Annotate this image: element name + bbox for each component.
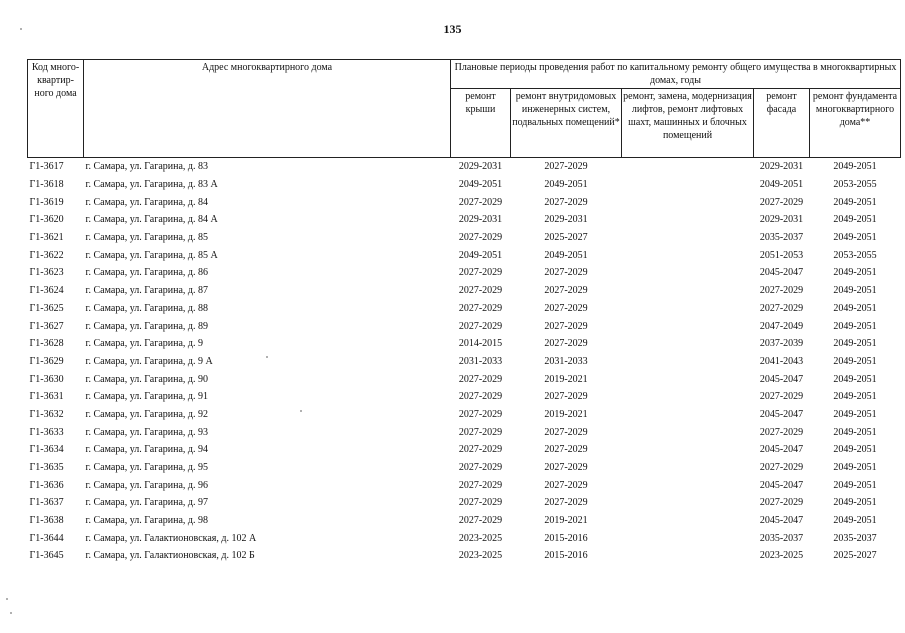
- cell-facade: 2049-2051: [759, 179, 804, 191]
- page-number: 135: [443, 22, 462, 36]
- cell-engineering: 2015-2016: [544, 550, 588, 562]
- cell-foundation: 2049-2051: [833, 267, 877, 279]
- cell-facade: 2029-2031: [759, 214, 804, 226]
- cell-engineering: 2027-2029: [544, 497, 588, 509]
- table-row: [28, 317, 901, 335]
- cell-facade: 2045-2047: [759, 373, 804, 385]
- cell-facade: 2027-2029: [759, 497, 804, 509]
- cell-code: Г1-3629: [29, 355, 64, 367]
- table-row: [28, 494, 901, 512]
- cell-engineering: 2049-2051: [544, 179, 588, 191]
- cell-engineering: 2027-2029: [544, 320, 588, 332]
- cell-foundation: 2049-2051: [833, 355, 877, 367]
- cell-code: Г1-3631: [29, 391, 64, 403]
- cell-facade: 2027-2029: [759, 426, 804, 438]
- table-row: [28, 335, 901, 353]
- cell-lifts: [622, 529, 754, 547]
- table-row: [28, 229, 901, 247]
- cell-lifts: [622, 300, 754, 318]
- cell-roof: 2014-2015: [458, 338, 503, 350]
- cell-lifts: [622, 264, 754, 282]
- header-code: Код много-квартир-ного дома: [28, 60, 84, 158]
- cell-facade: 2045-2047: [759, 515, 804, 527]
- cell-address: г. Самара, ул. Гагарина, д. 89: [85, 320, 209, 332]
- table-row: [28, 264, 901, 282]
- cell-lifts: [622, 211, 754, 229]
- header-periods: Плановые периоды проведения работ по капитальному ремонту общего имущества в многоквартирных домах, годы: [451, 60, 901, 89]
- cell-lifts: [622, 406, 754, 424]
- cell-roof: 2027-2029: [458, 462, 503, 474]
- cell-foundation: 2049-2051: [833, 285, 877, 297]
- cell-engineering: 2027-2029: [544, 479, 588, 491]
- cell-address: г. Самара, ул. Гагарина, д. 83 А: [85, 179, 218, 191]
- cell-engineering: 2027-2029: [544, 462, 588, 474]
- cell-engineering: 2015-2016: [544, 532, 588, 544]
- cell-facade: 2047-2049: [759, 320, 804, 332]
- cell-engineering: 2025-2027: [544, 232, 588, 244]
- cell-foundation: 2049-2051: [833, 302, 877, 314]
- cell-address: г. Самара, ул. Гагарина, д. 94: [85, 444, 209, 456]
- cell-address: г. Самара, ул. Гагарина, д. 98: [85, 515, 209, 527]
- cell-roof: 2027-2029: [458, 373, 503, 385]
- table-row: [28, 547, 901, 565]
- cell-code: Г1-3630: [29, 373, 64, 385]
- cell-facade: 2027-2029: [759, 302, 804, 314]
- cell-address: г. Самара, ул. Гагарина, д. 95: [85, 462, 209, 474]
- cell-roof: 2029-2031: [458, 214, 503, 226]
- cell-foundation: 2049-2051: [833, 497, 877, 509]
- cell-lifts: [622, 317, 754, 335]
- cell-engineering: 2027-2029: [544, 302, 588, 314]
- cell-code: Г1-3624: [29, 285, 64, 297]
- cell-roof: 2029-2031: [458, 161, 503, 173]
- cell-address: г. Самара, ул. Галактионовская, д. 102 А: [85, 532, 257, 544]
- cell-lifts: [622, 512, 754, 530]
- table-row: [28, 512, 901, 530]
- table-body: [28, 158, 901, 565]
- cell-lifts: [622, 246, 754, 264]
- cell-address: г. Самара, ул. Гагарина, д. 87: [85, 285, 209, 297]
- repair-schedule-table: [27, 59, 901, 565]
- cell-roof: 2027-2029: [458, 408, 503, 420]
- cell-lifts: [622, 476, 754, 494]
- header-facade: ремонт фасада: [754, 89, 810, 158]
- header-foundation: ремонт фундамента многоквартирного дома**: [810, 89, 901, 158]
- cell-lifts: [622, 370, 754, 388]
- cell-foundation: 2049-2051: [833, 515, 877, 527]
- cell-facade: 2027-2029: [759, 285, 804, 297]
- cell-code: Г1-3645: [29, 550, 64, 562]
- table-header: [28, 60, 901, 158]
- cell-facade: 2023-2025: [759, 550, 804, 562]
- header-roof: ремонт крыши: [451, 89, 511, 158]
- cell-facade: 2029-2031: [759, 161, 804, 173]
- cell-foundation: 2049-2051: [833, 408, 877, 420]
- cell-address: г. Самара, ул. Гагарина, д. 97: [85, 497, 209, 509]
- cell-address: г. Самара, ул. Гагарина, д. 93: [85, 426, 209, 438]
- cell-engineering: 2027-2029: [544, 426, 588, 438]
- cell-lifts: [622, 158, 754, 176]
- cell-facade: 2037-2039: [759, 338, 804, 350]
- cell-lifts: [622, 441, 754, 459]
- cell-code: Г1-3625: [29, 302, 64, 314]
- cell-roof: 2027-2029: [458, 426, 503, 438]
- cell-roof: 2027-2029: [458, 515, 503, 527]
- cell-lifts: [622, 176, 754, 194]
- table-row: [28, 370, 901, 388]
- table-row: [28, 211, 901, 229]
- cell-roof: 2023-2025: [458, 550, 503, 562]
- cell-engineering: 2019-2021: [544, 408, 588, 420]
- scan-speck: [10, 612, 12, 614]
- cell-lifts: [622, 335, 754, 353]
- table-row: [28, 246, 901, 264]
- cell-engineering: 2027-2029: [544, 161, 588, 173]
- table-row: [28, 459, 901, 477]
- cell-code: Г1-3633: [29, 426, 64, 438]
- cell-foundation: 2049-2051: [833, 214, 877, 226]
- cell-roof: 2031-2033: [458, 355, 503, 367]
- cell-address: г. Самара, ул. Гагарина, д. 9: [85, 338, 204, 350]
- cell-code: Г1-3618: [29, 179, 64, 191]
- cell-roof: 2027-2029: [458, 479, 503, 491]
- cell-facade: 2045-2047: [759, 444, 804, 456]
- scan-speck: [6, 598, 8, 600]
- header-engineering: ремонт внутридомовых инженерных систем, подвальных помещений*: [511, 89, 622, 158]
- cell-address: г. Самара, ул. Гагарина, д. 83: [85, 161, 209, 173]
- cell-address: г. Самара, ул. Гагарина, д. 96: [85, 479, 209, 491]
- cell-code: Г1-3632: [29, 408, 64, 420]
- cell-code: Г1-3620: [29, 214, 64, 226]
- header-address: Адрес многоквартирного дома: [84, 60, 451, 158]
- cell-foundation: 2049-2051: [833, 391, 877, 403]
- cell-engineering: 2027-2029: [544, 196, 588, 208]
- table-row: [28, 158, 901, 176]
- header-lifts: ремонт, замена, модернизация лифтов, ремонт лифтовых шахт, машинных и блочных помещений: [622, 89, 754, 158]
- cell-code: Г1-3634: [29, 444, 64, 456]
- cell-roof: 2027-2029: [458, 302, 503, 314]
- cell-lifts: [622, 459, 754, 477]
- table-row: [28, 353, 901, 371]
- cell-code: Г1-3637: [29, 497, 64, 509]
- cell-facade: 2035-2037: [759, 232, 804, 244]
- cell-address: г. Самара, ул. Гагарина, д. 85: [85, 232, 209, 244]
- cell-foundation: 2049-2051: [833, 426, 877, 438]
- table-row: [28, 423, 901, 441]
- cell-address: г. Самара, ул. Гагарина, д. 85 А: [85, 249, 218, 261]
- cell-address: г. Самара, ул. Гагарина, д. 86: [85, 267, 209, 279]
- cell-roof: 2049-2051: [458, 179, 503, 191]
- cell-facade: 2035-2037: [759, 532, 804, 544]
- cell-lifts: [622, 494, 754, 512]
- table-row: [28, 388, 901, 406]
- cell-engineering: 2019-2021: [544, 515, 588, 527]
- cell-lifts: [622, 353, 754, 371]
- cell-address: г. Самара, ул. Гагарина, д. 92: [85, 408, 209, 420]
- cell-code: Г1-3635: [29, 462, 64, 474]
- cell-facade: 2045-2047: [759, 267, 804, 279]
- cell-foundation: 2049-2051: [833, 320, 877, 332]
- cell-code: Г1-3627: [29, 320, 64, 332]
- table-row: [28, 529, 901, 547]
- cell-facade: 2027-2029: [759, 196, 804, 208]
- cell-roof: 2027-2029: [458, 196, 503, 208]
- cell-code: Г1-3638: [29, 515, 64, 527]
- cell-code: Г1-3617: [29, 161, 64, 173]
- cell-lifts: [622, 388, 754, 406]
- cell-code: Г1-3623: [29, 267, 64, 279]
- cell-address: г. Самара, ул. Гагарина, д. 84 А: [85, 214, 218, 226]
- cell-roof: 2027-2029: [458, 320, 503, 332]
- cell-engineering: 2049-2051: [544, 249, 588, 261]
- cell-roof: 2027-2029: [458, 444, 503, 456]
- table-row: [28, 406, 901, 424]
- cell-foundation: 2049-2051: [833, 479, 877, 491]
- table-row: [28, 441, 901, 459]
- cell-foundation: 2025-2027: [833, 550, 877, 562]
- cell-foundation: 2035-2037: [833, 532, 877, 544]
- cell-facade: 2045-2047: [759, 408, 804, 420]
- cell-engineering: 2027-2029: [544, 267, 588, 279]
- cell-lifts: [622, 229, 754, 247]
- cell-foundation: 2049-2051: [833, 462, 877, 474]
- cell-engineering: 2027-2029: [544, 285, 588, 297]
- cell-code: Г1-3619: [29, 196, 64, 208]
- cell-lifts: [622, 547, 754, 565]
- cell-roof: 2027-2029: [458, 267, 503, 279]
- cell-foundation: 2049-2051: [833, 338, 877, 350]
- cell-code: Г1-3622: [29, 249, 64, 261]
- cell-code: Г1-3636: [29, 479, 64, 491]
- header-row-top: [28, 60, 901, 89]
- cell-facade: 2041-2043: [759, 355, 804, 367]
- cell-engineering: 2029-2031: [544, 214, 588, 226]
- cell-roof: 2023-2025: [458, 532, 503, 544]
- scan-speck: [300, 410, 302, 412]
- cell-lifts: [622, 193, 754, 211]
- cell-lifts: [622, 282, 754, 300]
- cell-foundation: 2053-2055: [833, 179, 877, 191]
- cell-engineering: 2027-2029: [544, 391, 588, 403]
- cell-facade: 2051-2053: [759, 249, 804, 261]
- cell-foundation: 2053-2055: [833, 249, 877, 261]
- table-row: [28, 282, 901, 300]
- cell-foundation: 2049-2051: [833, 444, 877, 456]
- cell-roof: 2027-2029: [458, 232, 503, 244]
- cell-roof: 2027-2029: [458, 285, 503, 297]
- table-row: [28, 300, 901, 318]
- cell-code: Г1-3644: [29, 532, 64, 544]
- cell-engineering: 2027-2029: [544, 338, 588, 350]
- table-row: [28, 193, 901, 211]
- cell-roof: 2049-2051: [458, 249, 503, 261]
- cell-address: г. Самара, ул. Гагарина, д. 84: [85, 196, 209, 208]
- cell-address: г. Самара, ул. Гагарина, д. 90: [85, 373, 209, 385]
- cell-lifts: [622, 423, 754, 441]
- scan-speck: [266, 356, 268, 358]
- cell-foundation: 2049-2051: [833, 161, 877, 173]
- cell-foundation: 2049-2051: [833, 373, 877, 385]
- cell-facade: 2027-2029: [759, 462, 804, 474]
- cell-roof: 2027-2029: [458, 497, 503, 509]
- cell-engineering: 2027-2029: [544, 444, 588, 456]
- cell-foundation: 2049-2051: [833, 232, 877, 244]
- cell-engineering: 2019-2021: [544, 373, 588, 385]
- cell-address: г. Самара, ул. Гагарина, д. 9 А: [85, 355, 213, 367]
- cell-code: Г1-3628: [29, 338, 64, 350]
- table-row: [28, 176, 901, 194]
- scan-speck: [20, 28, 22, 30]
- cell-address: г. Самара, ул. Гагарина, д. 88: [85, 302, 209, 314]
- cell-facade: 2027-2029: [759, 391, 804, 403]
- cell-code: Г1-3621: [29, 232, 64, 244]
- cell-address: г. Самара, ул. Гагарина, д. 91: [85, 391, 209, 403]
- cell-engineering: 2031-2033: [544, 355, 588, 367]
- cell-foundation: 2049-2051: [833, 196, 877, 208]
- table-row: [28, 476, 901, 494]
- cell-roof: 2027-2029: [458, 391, 503, 403]
- cell-address: г. Самара, ул. Галактионовская, д. 102 Б: [85, 550, 255, 562]
- cell-facade: 2045-2047: [759, 479, 804, 491]
